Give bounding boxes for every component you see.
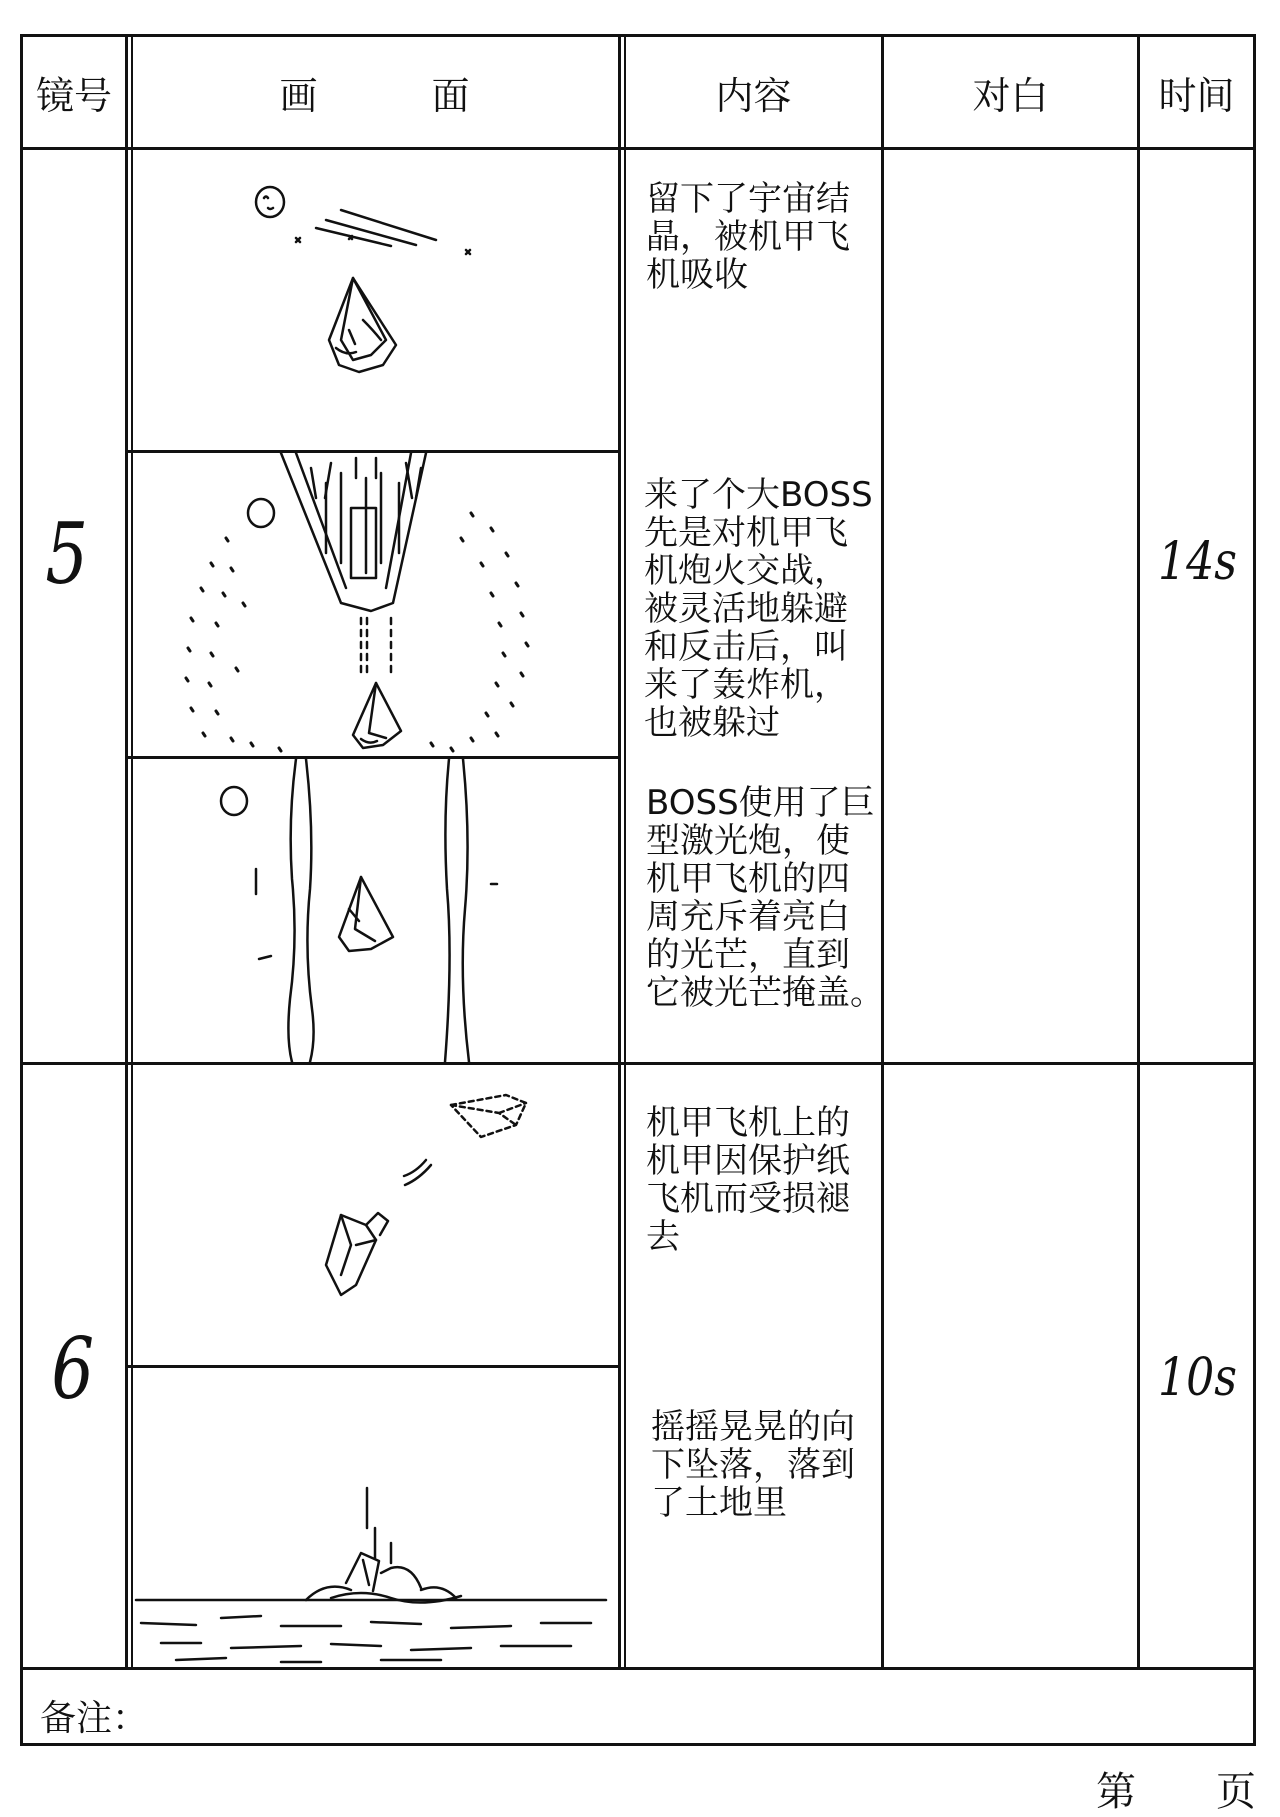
crystal-orb-icon [256,187,284,217]
shot-5-panel-1-content: 留下了宇宙结 晶，被机甲飞 机吸收 [646,179,850,295]
frame-sketch-3 [131,759,618,1062]
shot-5-panel-2-content: 来了个大BOSS 先是对机甲飞 机炮火交战， 被灵活地躲避 和反击后，叫 来了轰炸机， 也被躲过 [644,475,873,743]
col-divider-2b [624,34,626,1669]
bullet-ring-right [431,513,528,751]
crystal-orb-icon [221,787,247,815]
mecha-plane-icon [339,877,393,951]
header-time: 时间 [1158,73,1235,118]
header-content: 内容 [715,73,792,118]
crystal-orb-icon [248,499,274,527]
col-divider-4 [1137,34,1140,1669]
boss-ship-icon [281,453,426,611]
header-frame: 画 面 [279,73,470,118]
paper-plane-icon [451,1095,526,1137]
shot-6-panel-1-content: 机甲飞机上的 机甲因保护纸 飞机而受损褪 去 [646,1103,850,1257]
shot-number-5: 5 [45,505,89,603]
crashed-plane-icon [306,1553,461,1603]
shot-number-6: 6 [51,1320,95,1418]
laser-beam-right [445,759,469,1062]
header-shot-no: 镜号 [35,73,112,118]
bullet-ring-left [186,538,281,751]
col-divider-2 [618,34,621,1669]
border-bottom [20,1743,1256,1746]
shot-6-duration: 10s [1158,1348,1237,1408]
frame-sketch-2 [131,453,618,756]
frame-sketch-4 [131,1065,618,1365]
col-divider-1 [125,34,128,1669]
header-dialogue: 对白 [972,73,1049,118]
shot-5-duration: 14s [1158,532,1237,592]
page-label-prefix: 第 [1096,1769,1136,1815]
notes-divider [20,1667,1256,1670]
notes-label: 备注： [40,1698,149,1739]
frame-sketch-5 [131,1368,618,1667]
laser-beam-left [288,759,313,1062]
page-label-suffix: 页 [1216,1769,1256,1815]
shot-5-panel-3-content: BOSS使用了巨 型激光炮，使 机甲飞机的四 周充斥着亮白 的光芒，直到 它被光芒掩盖。 [646,783,884,1013]
shot-6-panel-2-content: 摇摇晃晃的向 下坠落，落到 了土地里 [651,1407,855,1523]
mecha-plane-icon [353,683,401,748]
damaged-mecha-icon [326,1213,388,1295]
border-right [1253,34,1256,1746]
ground-lines [136,1600,606,1662]
frame-sketch-1 [131,150,618,450]
mecha-plane-icon [329,278,396,372]
border-left [20,34,23,1746]
